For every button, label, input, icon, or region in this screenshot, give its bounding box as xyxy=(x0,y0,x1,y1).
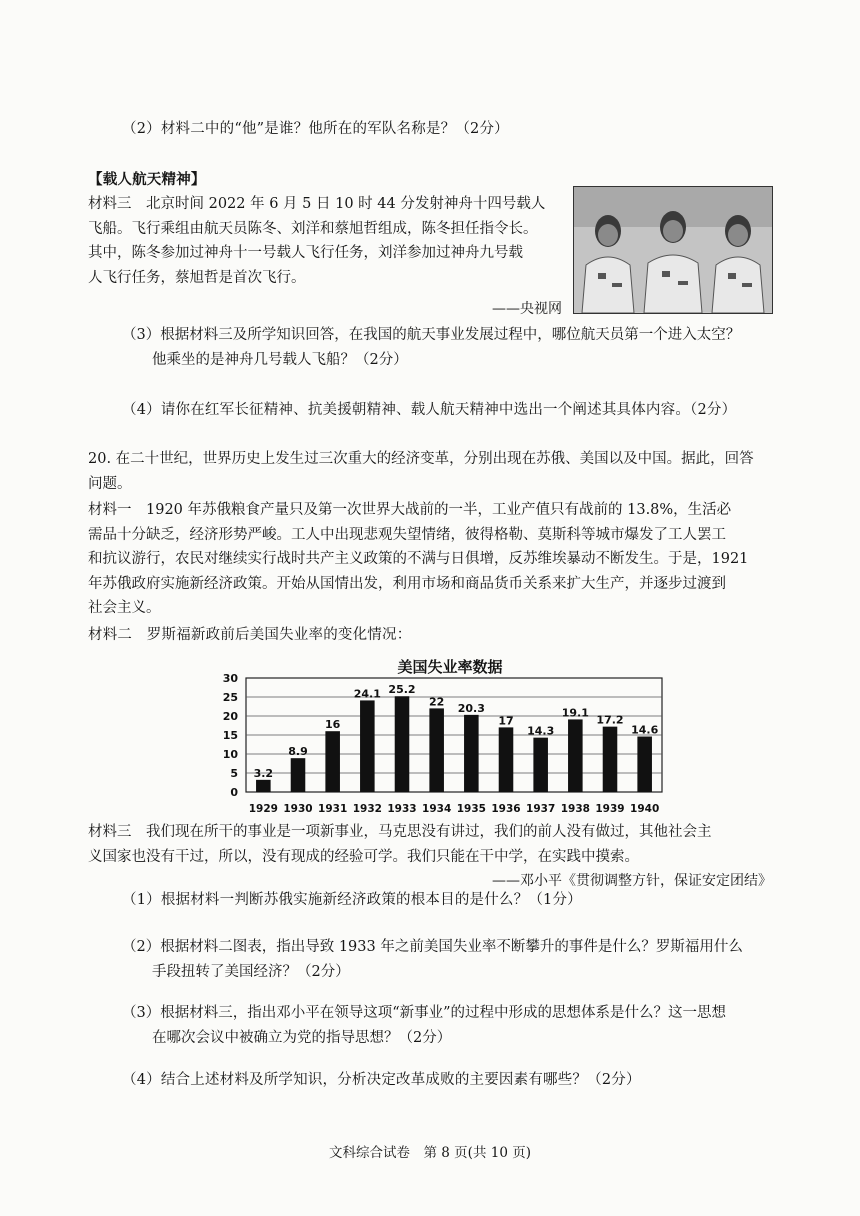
q20-material-3 xyxy=(88,820,788,869)
text-line: （2）根据材料二图表，指出导致 1933 年之前美国失业率不断攀升的事件是什么？罗斯福用什么 xyxy=(122,939,743,955)
x-tick-label: 1930 xyxy=(283,803,313,815)
q20-material-1 xyxy=(88,498,788,621)
bar xyxy=(499,727,514,792)
bar xyxy=(360,700,375,792)
data-label: 17.2 xyxy=(596,713,624,727)
data-label: 3.2 xyxy=(253,766,274,780)
astronauts-photo xyxy=(573,186,773,314)
page-footer: 文科综合试卷 第 8 页(共 10 页) xyxy=(329,1145,531,1161)
y-tick-label: 30 xyxy=(222,672,238,685)
text-line: （3）根据材料三及所学知识回答，在我国的航天事业发展过程中，哪位航天员第一个进入太空？ xyxy=(122,327,741,343)
text-line: 20. 在二十世纪，世界历史上发生过三次重大的经济变革，分别出现在苏俄、美国以及中国。据此，回答 xyxy=(88,451,754,467)
x-tick-label: 1940 xyxy=(630,803,660,815)
q20-intro xyxy=(88,447,778,496)
data-label: 19.1 xyxy=(561,706,589,720)
q20-question-3 xyxy=(122,1001,822,1050)
data-label: 17 xyxy=(498,714,514,728)
text-line: 问题。 xyxy=(88,475,132,492)
text-line: 材料一 1920 年苏俄粮食产量只及第一次世界大战前的一半，工业产值只有战前的 13.8%，生活必 xyxy=(88,502,732,518)
bar xyxy=(256,780,271,792)
y-tick-label: 5 xyxy=(230,767,238,780)
q20-question-4: （4）结合上述材料及所学知识，分析决定改革成败的主要因素有哪些？（2分） xyxy=(122,1072,641,1088)
data-label: 24.1 xyxy=(353,687,381,701)
text-line: 材料三 北京时间 2022 年 6 月 5 日 10 时 44 分发射神舟十四号载人 xyxy=(88,196,546,212)
text-line: 人飞行任务，蔡旭哲是首次飞行。 xyxy=(88,269,306,286)
text-line: 需品十分缺乏，经济形势严峻。工人中出现悲观失望情绪，彼得格勒、莫斯科等城市爆发了工人罢工 xyxy=(88,526,726,543)
y-tick-label: 20 xyxy=(222,710,238,723)
text-line: 手段扭转了美国经济？（2分） xyxy=(152,963,350,980)
q19-question-2: （2）材料二中的“他”是谁？他所在的军队名称是？（2分） xyxy=(122,121,509,137)
y-tick-label: 0 xyxy=(230,786,238,799)
x-tick-label: 1938 xyxy=(560,803,590,815)
bar xyxy=(464,715,479,792)
bar xyxy=(291,758,306,792)
data-label: 16 xyxy=(325,718,341,732)
x-tick-label: 1935 xyxy=(456,803,486,815)
q19-material-3 xyxy=(88,192,568,290)
q20-question-1: （1）根据材料一判断苏俄实施新经济政策的根本目的是什么？（1分） xyxy=(122,892,582,908)
x-tick-label: 1937 xyxy=(526,803,556,815)
text-line: （3）根据材料三，指出邓小平在领导这项“新事业”的过程中形成的思想体系是什么？这一思想 xyxy=(122,1005,727,1021)
text-line: 飞船。飞行乘组由航天员陈冬、刘洋和蔡旭哲组成，陈冬担任指令长。 xyxy=(88,220,538,237)
material-source: ——邓小平《贯彻调整方针，保证安定团结》 xyxy=(492,873,772,889)
x-tick-label: 1939 xyxy=(595,803,625,815)
q19-question-3 xyxy=(122,323,822,372)
bar xyxy=(325,731,340,792)
unemployment-chart xyxy=(210,652,670,820)
y-tick-label: 25 xyxy=(222,691,238,704)
bar xyxy=(603,727,618,792)
data-label: 14.3 xyxy=(527,724,555,738)
text-line: 在哪次会议中被确立为党的指导思想？（2分） xyxy=(152,1029,452,1046)
q20-question-2 xyxy=(122,935,822,984)
bar xyxy=(429,708,444,792)
data-label: 25.2 xyxy=(388,683,416,697)
x-tick-label: 1934 xyxy=(422,803,452,815)
text-line: 年苏俄政府实施新经济政策。开始从国情出发，利用市场和商品货币关系来扩大生产，并逐步过渡到 xyxy=(88,575,726,592)
x-tick-label: 1936 xyxy=(491,803,521,815)
bar xyxy=(637,737,652,792)
bar xyxy=(533,738,548,792)
data-label: 8.9 xyxy=(288,745,308,759)
material-source: ——央视网 xyxy=(492,301,562,317)
x-tick-label: 1932 xyxy=(352,803,382,815)
bar xyxy=(568,719,583,792)
x-tick-label: 1933 xyxy=(387,803,417,815)
text-line: 社会主义。 xyxy=(88,600,161,616)
text-line: 和抗议游行，农民对继续实行战时共产主义政策的不满与日俱增，反苏维埃暴动不断发生。于是，1921 xyxy=(88,551,749,567)
data-label: 14.6 xyxy=(631,723,659,737)
q20-material-2: 材料二 罗斯福新政前后美国失业率的变化情况： xyxy=(88,627,412,643)
chart-title: 美国失业率数据 xyxy=(397,658,503,676)
y-tick-label: 15 xyxy=(222,729,238,742)
data-label: 22 xyxy=(429,695,445,709)
text-line: 材料三 我们现在所干的事业是一项新事业，马克思没有讲过，我们的前人没有做过，其他社会主 xyxy=(88,824,712,840)
text-line: 其中，陈冬参加过神舟十一号载人飞行任务，刘洋参加过神舟九号载 xyxy=(88,245,523,261)
x-tick-label: 1931 xyxy=(318,803,348,815)
data-label: 20.3 xyxy=(457,701,485,715)
x-tick-label: 1929 xyxy=(248,803,278,815)
q19-question-4: （4）请你在红军长征精神、抗美援朝精神、载人航天精神中选出一个阐述其具体内容。（2分） xyxy=(122,402,737,418)
text-line: 他乘坐的是神舟几号载人飞船？（2分） xyxy=(152,351,408,368)
section-heading: 【载人航天精神】 xyxy=(88,171,206,188)
y-tick-label: 10 xyxy=(222,748,238,761)
bar xyxy=(395,696,410,792)
text-line: 义国家也没有干过，所以，没有现成的经验可学。我们只能在干中学，在实践中摸索。 xyxy=(88,848,639,865)
